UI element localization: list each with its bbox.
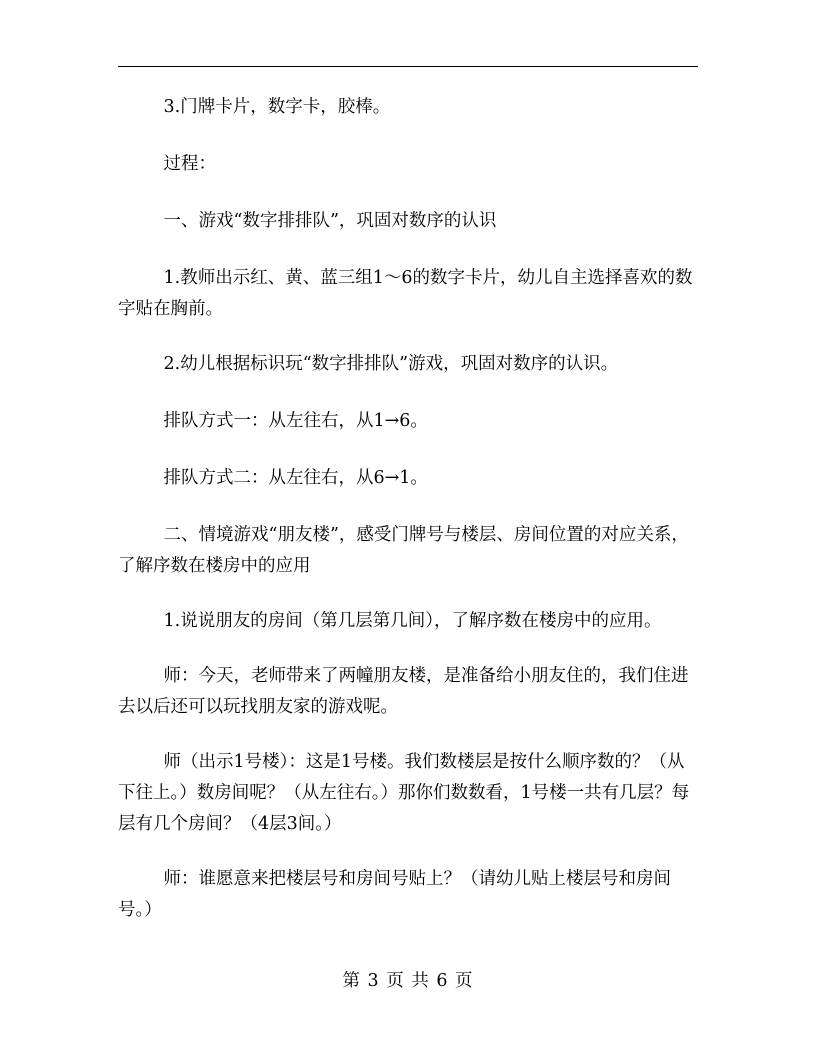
paragraph-room-step-1: 1.说说朋友的房间（第几层第几间），了解序数在楼房中的应用。	[163, 611, 662, 631]
paragraph-teacher-building-1: 师（出示1号楼）：这是1号楼。我们数楼层是按什么顺序数的？（从下往上。）数房间呢？（从左往右。）那你们数数看，1号楼一共有几层？每层有几个房间？（4层3间。）	[118, 752, 690, 834]
paragraph-process-heading: 过程：	[163, 154, 216, 174]
paragraph-queue-method-1: 排队方式一：从左往右，从1→6。	[163, 411, 428, 431]
paragraph-materials: 3.门牌卡片，数字卡，胶棒。	[163, 97, 391, 117]
header-rule	[118, 66, 698, 67]
paragraph-teacher-labels: 师：谁愿意来把楼层号和房间号贴上？（请幼儿贴上楼层号和房间号。）	[118, 869, 671, 920]
section-heading-two: 二、情境游戏“朋友楼”，感受门牌号与楼层、房间位置的对应关系，了解序数在楼房中的应用	[118, 525, 689, 576]
paragraph-step-2: 2.幼儿根据标识玩“数字排排队”游戏，巩固对数序的认识。	[163, 354, 619, 374]
paragraph-step-1: 1.教师出示红、黄、蓝三组1～6的数字卡片，幼儿自主选择喜欢的数字贴在胸前。	[118, 268, 693, 319]
page-number-footer: 第 3 页 共 6 页	[342, 971, 474, 991]
paragraph-teacher-intro: 师：今天，老师带来了两幢朋友楼，是准备给小朋友住的，我们住进去以后还可以玩找朋友家的游戏呢。	[118, 666, 689, 717]
paragraph-queue-method-2: 排队方式二：从左往右，从6→1。	[163, 468, 428, 488]
section-heading-one: 一、游戏“数字排排队”，巩固对数序的认识	[163, 211, 497, 231]
document-body	[118, 82, 698, 926]
